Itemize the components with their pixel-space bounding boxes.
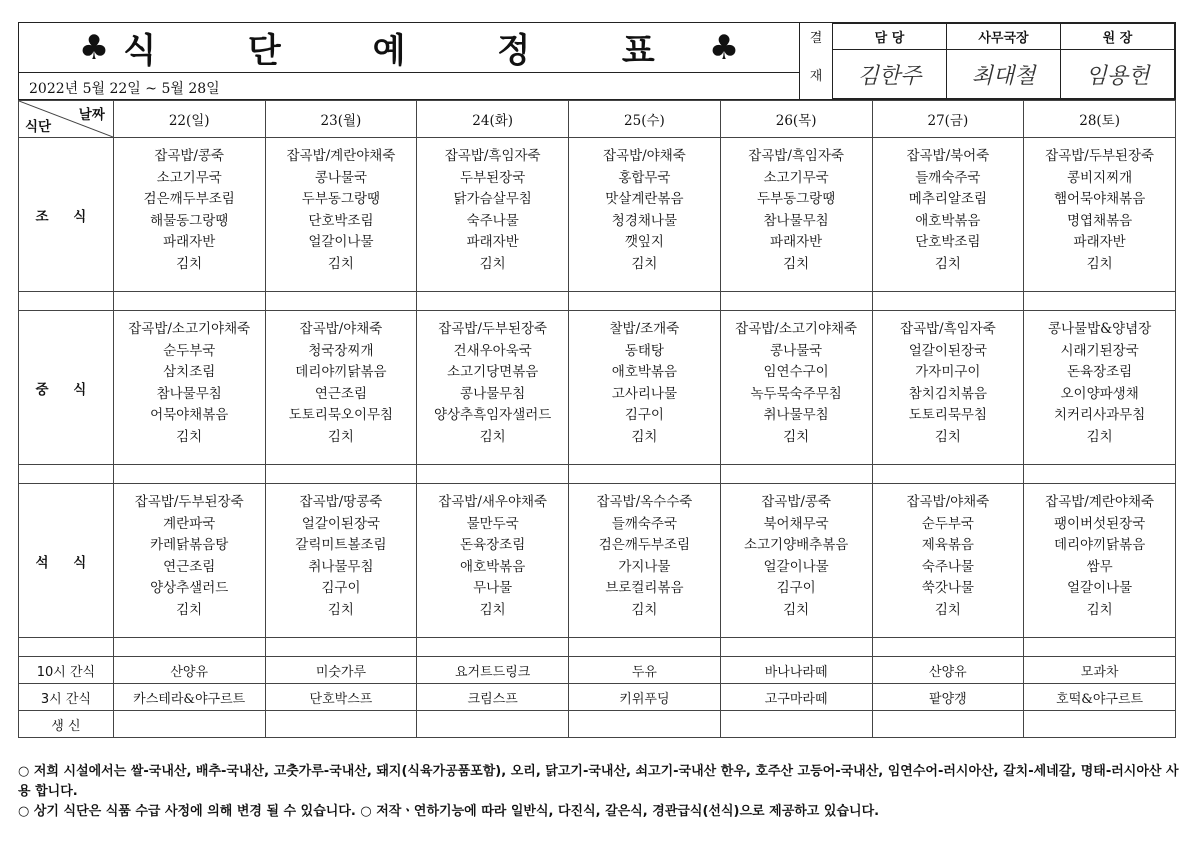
menu-item: 가자미구이 [915,364,981,381]
change-note: ○ 상기 식단은 식품 수급 사정에 의해 변경 될 수 있습니다. ○ 저작ㆍ연하기능에 따라 일반식, 다진식, 갈은식, 경관급식(선식)으로 제공하고 있습니다. [18,804,880,819]
menu-item: 김치 [176,428,203,445]
menu-item: 잡곡밥/소고기야채죽 [735,321,858,337]
birthday-cell [720,711,872,738]
day-header: 24(화) [417,101,569,138]
snack-item: 키위푸딩 [569,684,721,711]
day-header: 27(금) [872,101,1024,138]
menu-item: 김구이 [776,580,816,597]
spacer-cell [569,638,721,657]
menu-item: 김치 [934,428,961,445]
menu-item: 연근조림 [163,558,216,575]
spacer-cell [113,465,265,484]
menu-item: 김치 [479,601,506,618]
menu-item: 잡곡밥/흑임자죽 [899,321,996,337]
menu-item: 콩나물국 [770,342,823,359]
snack-item: 바나나라떼 [720,657,872,684]
meal-cell [720,311,872,465]
spacer-cell [113,638,265,657]
header-block [18,22,1176,100]
menu-item: 건새우아욱국 [453,342,532,359]
spacer-row [19,465,1176,484]
menu-item: 얼갈이나물 [308,234,374,251]
menu-item: 데리야끼닭볶음 [295,364,387,381]
menu-item: 김치 [327,255,354,272]
menu-item: 김치 [327,601,354,618]
menu-item: 팽이버섯된장국 [1053,515,1146,532]
meal-cell [569,311,721,465]
menu-item: 콩나물밥&양념장 [1047,321,1152,337]
signature-director: 임용헌 [1061,50,1175,99]
menu-item: 김치 [783,601,810,618]
menu-item: 김치 [934,255,961,272]
spacer-cell [113,292,265,311]
spacer-cell [19,292,114,311]
menu-item: 무나물 [473,580,513,597]
menu-item: 계란파국 [163,515,216,532]
spacer-cell [720,465,872,484]
menu-item: 갈릭미트볼조림 [295,537,387,554]
menu-item: 북어채무국 [763,515,829,532]
snack-rows [19,657,1176,711]
menu-table [18,100,1176,738]
approval-role-staff: 담 당 [833,24,947,50]
menu-item: 잡곡밥/옥수수죽 [596,494,693,510]
spacer-cell [265,465,417,484]
menu-item: 김치 [1086,601,1113,618]
menu-item: 메추리알조림 [908,191,987,208]
menu-item: 순두부국 [921,515,974,532]
snack-item: 두유 [569,657,721,684]
menu-item: 김치 [631,255,658,272]
approval-role-director: 원 장 [1061,24,1175,50]
title-row [19,23,799,73]
menu-item: 오이양파생채 [1060,385,1139,402]
meal-cell [417,311,569,465]
menu-item: 잡곡밥/계란야채죽 [286,148,396,164]
menu-item: 햄어묵야채볶음 [1053,191,1146,208]
menu-item: 두부동그랑땡 [301,191,381,208]
menu-item: 김치 [1086,255,1113,272]
menu-item: 쌈무 [1086,558,1113,575]
menu-item: 참나물무침 [156,385,222,402]
spacer-cell [265,292,417,311]
menu-item: 명엽채볶음 [1067,212,1133,229]
spacer-cell [1024,465,1176,484]
corner-date-label: 날짜 [78,107,105,123]
approval-label-bottom: 재 [800,50,833,99]
menu-item: 김치 [176,601,203,618]
menu-item: 잡곡밥/흑임자죽 [748,148,845,164]
menu-item: 김치 [176,255,203,272]
menu-item: 잡곡밥/흑임자죽 [444,148,541,164]
menu-item: 김치 [631,428,658,445]
menu-item: 김치 [479,428,506,445]
approval-box [799,23,1175,99]
menu-item: 콩비지찌개 [1067,169,1133,186]
menu-item: 김치 [934,601,961,618]
menu-item: 김구이 [321,580,361,597]
spacer-row [19,292,1176,311]
menu-item: 돈육장조림 [460,537,526,554]
menu-item: 참나물무침 [763,212,829,229]
snack-item: 크림스프 [417,684,569,711]
meal-cell [265,138,417,292]
meal-cell [1024,138,1176,292]
menu-item: 두부된장국 [460,169,526,186]
menu-item: 가지나물 [618,558,671,575]
menu-item: 잡곡밥/계란야채죽 [1045,494,1155,510]
day-header: 26(목) [720,101,872,138]
snack-item: 산양유 [872,657,1024,684]
menu-item: 잡곡밥/두부된장죽 [1045,148,1155,164]
menu-item: 연근조림 [314,385,368,402]
spacer-row [19,638,1176,657]
meal-cell [265,311,417,465]
meal-cell [1024,484,1176,638]
spacer-cell [417,292,569,311]
meal-name: 석 식 [19,484,114,638]
club-icon: ♣ [78,27,110,68]
menu-item: 청국장찌개 [308,342,374,359]
menu-item: 임연수구이 [763,364,829,381]
meal-cell [872,484,1024,638]
menu-item: 소고기무국 [763,169,829,186]
day-header: 22(일) [113,101,265,138]
spacer-cell [569,465,721,484]
menu-item: 동태탕 [624,342,664,359]
spacer-cell [1024,292,1176,311]
snack-item: 단호박스프 [265,684,417,711]
period-text: 2022년 5월 22일 ~ 5월 28일 [29,81,220,97]
menu-item: 도토리묵무침 [908,407,987,424]
menu-item: 양상추샐러드 [150,580,229,597]
meal-cell [417,484,569,638]
menu-item: 깻잎지 [624,234,664,251]
menu-item: 김구이 [624,407,664,424]
snack-item: 요거트드링크 [417,657,569,684]
corner-cell [19,101,114,138]
menu-item: 김치 [479,255,506,272]
menu-item: 잡곡밥/땅콩죽 [299,494,383,510]
spacer-cell [265,638,417,657]
menu-item: 닭가슴살무침 [453,191,532,208]
menu-item: 카레닭볶음탕 [150,537,229,554]
menu-item: 물만두국 [466,515,519,532]
menu-item: 참치김치볶음 [908,385,987,402]
spacer-cell [720,638,872,657]
meal-cell [113,311,265,465]
menu-item: 소고기당면볶음 [447,364,539,381]
spacer-cell [872,292,1024,311]
menu-item: 김치 [1086,428,1113,445]
menu-item: 시래기된장국 [1060,342,1139,359]
meal-cell [720,484,872,638]
menu-item: 애호박볶음 [915,212,981,229]
menu-item: 치커리사과무침 [1053,407,1146,424]
meal-cell [720,138,872,292]
meal-cell [1024,311,1176,465]
snack-item: 고구마라떼 [720,684,872,711]
menu-item: 잡곡밥/새우야채죽 [438,494,548,510]
menu-item: 잡곡밥/야채죽 [299,321,383,337]
menu-item: 잡곡밥/야채죽 [906,494,990,510]
snack-item: 미숫가루 [265,657,417,684]
club-icon: ♣ [708,27,740,68]
menu-item: 두부동그랑땡 [757,191,836,208]
snack-name: 10시 간식 [19,657,114,684]
meal-cell [872,311,1024,465]
approval-role-secretary: 사무국장 [947,24,1061,50]
meal-cell [569,484,721,638]
meal-cell [265,484,417,638]
signature-staff: 김한주 [833,50,947,99]
menu-item: 애호박볶음 [460,558,526,575]
menu-item: 잡곡밥/북어죽 [906,148,990,164]
menu-item: 파래자반 [1073,234,1126,251]
menu-item: 숙주나물 [466,212,519,229]
menu-item: 홍합무국 [618,169,671,186]
menu-item: 콩나물무침 [460,385,526,402]
page-title: 식 단 예 정 표 [123,31,695,71]
menu-item: 취나물무침 [308,558,374,575]
menu-item: 순두부국 [163,342,216,359]
origin-note: ○ 저희 시설에서는 쌀-국내산, 배추-국내산, 고춧가루-국내산, 돼지(식육가공품포함), 오리, 닭고기-국내산, 쇠고기-국내산 한우, 호주산 고등어-국내산, 임연수어-러시아산, 갈치-세네갈, 명태-러시아산 사용 합니다. [18,764,1179,799]
menu-item: 김치 [783,428,810,445]
menu-item: 김치 [783,255,810,272]
spacer-cell [872,638,1024,657]
menu-item: 찰밥/조개죽 [609,321,680,337]
menu-item: 맛살계란볶음 [605,191,684,208]
notes-block [18,762,1180,822]
menu-item: 쑥갓나물 [921,580,974,597]
menu-item: 콩나물국 [314,169,368,186]
menu-item: 얼갈이나물 [763,558,829,575]
menu-item: 파래자반 [770,234,823,251]
meal-cell [872,138,1024,292]
menu-item: 김치 [631,601,658,618]
menu-item: 삼치조림 [163,364,216,381]
spacer-cell [417,465,569,484]
snack-item: 모과차 [1024,657,1176,684]
menu-item: 애호박볶음 [611,364,677,381]
menu-item: 브로컬리볶음 [605,580,684,597]
birthday-cell [872,711,1024,738]
spacer-cell [19,638,114,657]
menu-item: 김치 [327,428,354,445]
meal-cell [417,138,569,292]
menu-item: 데리야끼닭볶음 [1053,537,1146,554]
menu-item: 단호박조림 [308,212,374,229]
menu-item: 양상추흑임자샐러드 [433,407,552,424]
menu-item: 얼갈이나물 [1067,580,1133,597]
menu-item: 소고기양배추볶음 [743,537,849,554]
menu-item: 검은깨두부조림 [143,191,235,208]
meal-name: 중 식 [19,311,114,465]
menu-item: 검은깨두부조림 [598,537,691,554]
birthday-cell [569,711,721,738]
menu-item: 고사리나물 [611,385,677,402]
menu-item: 소고기무국 [156,169,222,186]
meal-cell [113,138,265,292]
menu-item: 얼갈이된장국 [301,515,381,532]
menu-item: 파래자반 [163,234,216,251]
signature-secretary: 최대철 [947,50,1061,99]
meal-rows [19,138,1176,657]
menu-item: 잡곡밥/콩죽 [761,494,832,510]
approval-label-top: 결 [800,24,833,50]
birthday-cell [417,711,569,738]
day-header: 28(토) [1024,101,1176,138]
spacer-cell [569,292,721,311]
menu-item: 숙주나물 [921,558,974,575]
spacer-cell [872,465,1024,484]
menu-page [18,22,1176,738]
snack-item: 호떡&야구르트 [1024,684,1176,711]
menu-item: 잡곡밥/두부된장죽 [134,494,244,510]
menu-item: 녹두묵숙주무침 [750,385,842,402]
day-header: 23(월) [265,101,417,138]
menu-item: 잡곡밥/소고기야채죽 [128,321,251,337]
menu-item: 들깨숙주국 [611,515,677,532]
meal-cell [113,484,265,638]
birthday-cell [1024,711,1176,738]
menu-item: 어묵야채볶음 [150,407,229,424]
spacer-cell [417,638,569,657]
menu-item: 취나물무침 [763,407,829,424]
birthday-cell [265,711,417,738]
menu-item: 잡곡밥/두부된장죽 [438,321,548,337]
birthday-cell [113,711,265,738]
day-header: 25(수) [569,101,721,138]
menu-item: 도토리묵오이무침 [288,407,394,424]
meal-cell [569,138,721,292]
menu-item: 잡곡밥/콩죽 [154,148,225,164]
spacer-cell [720,292,872,311]
menu-item: 돈육장조림 [1067,364,1133,381]
menu-item: 단호박조림 [915,234,981,251]
menu-item: 청경채나물 [611,212,677,229]
spacer-cell [1024,638,1176,657]
spacer-cell [19,465,114,484]
snack-item: 카스테라&야구르트 [113,684,265,711]
birthday-label: 생 신 [19,711,114,738]
menu-item: 파래자반 [466,234,519,251]
corner-meal-label: 식단 [25,119,52,135]
meal-name: 조 식 [19,138,114,292]
menu-item: 잡곡밥/야채죽 [603,148,686,164]
menu-item: 해물동그랑땡 [150,212,229,229]
menu-item: 제육볶음 [921,537,974,554]
snack-item: 팥양갱 [872,684,1024,711]
menu-item: 들깨숙주국 [915,169,981,186]
snack-item: 산양유 [113,657,265,684]
snack-name: 3시 간식 [19,684,114,711]
menu-item: 얼갈이된장국 [908,342,987,359]
